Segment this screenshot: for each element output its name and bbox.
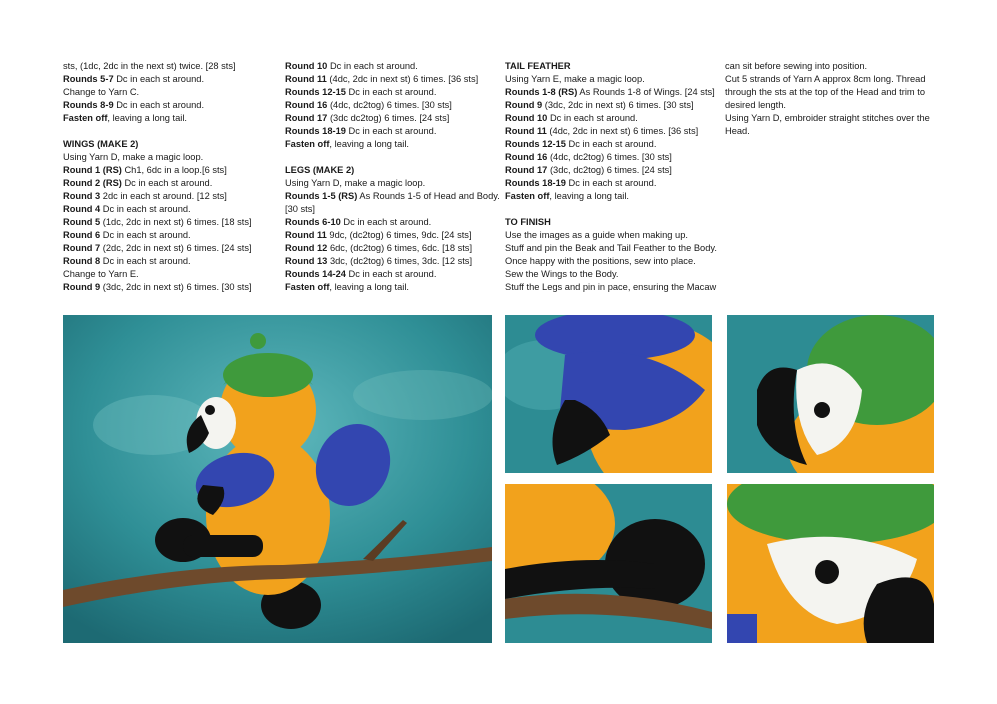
column-4 <box>725 60 935 138</box>
instruction-line <box>63 73 273 86</box>
photo-wing-closeup <box>505 315 712 473</box>
instruction-text: , leaving a long tail. <box>329 282 410 292</box>
instruction-key: Round 7 <box>63 243 101 253</box>
instruction-line <box>63 60 273 73</box>
instruction-line <box>285 229 495 242</box>
section-heading: WINGS (MAKE 2) <box>63 139 139 149</box>
instruction-text: Head. <box>725 126 750 136</box>
instruction-key: Round 11 <box>505 126 547 136</box>
instruction-line <box>725 86 935 99</box>
instruction-line <box>63 99 273 112</box>
instruction-line <box>63 86 273 99</box>
instruction-line <box>285 216 495 229</box>
instruction-text: Using Yarn D, make a magic loop. <box>285 178 426 188</box>
instruction-text: Stuff and pin the Beak and Tail Feather to the Body. <box>505 243 717 253</box>
instruction-text: Dc in each st around. <box>345 126 437 136</box>
instruction-text: Using Yarn D, make a magic loop. <box>63 152 204 162</box>
instruction-key: Round 5 <box>63 217 101 227</box>
instruction-line <box>505 242 720 255</box>
instruction-key: Round 9 <box>505 100 543 110</box>
instruction-key: Round 1 (RS) <box>63 165 122 175</box>
instruction-text: (2dc, 2dc in next st) 6 times. [24 sts] <box>100 243 252 253</box>
instruction-text: , leaving a long tail. <box>549 191 630 201</box>
instruction-key: Rounds 14-24 <box>285 269 346 279</box>
instruction-text: Change to Yarn C. <box>63 87 140 97</box>
instruction-line <box>63 112 273 125</box>
instruction-text: Dc in each st around. <box>345 269 437 279</box>
instruction-line <box>285 268 495 281</box>
instruction-text: Using Yarn E, make a magic loop. <box>505 74 645 84</box>
instruction-text: Sew the Wings to the Body. <box>505 269 619 279</box>
instruction-text: (4dc, dc2tog) 6 times. [30 sts] <box>327 100 452 110</box>
instruction-line <box>285 86 495 99</box>
instruction-line <box>505 268 720 281</box>
instruction-text: Dc in each st around. <box>100 256 191 266</box>
instruction-text: 9dc, (dc2tog) 6 times, 9dc. [24 sts] <box>326 230 472 240</box>
instruction-text: (4dc, 2dc in next st) 6 times. [36 sts] <box>326 74 479 84</box>
instruction-text: Dc in each st around. <box>113 100 205 110</box>
instruction-text: Dc in each st around. <box>121 178 213 188</box>
instruction-line <box>725 73 935 86</box>
instruction-key: Round 11 <box>285 74 327 84</box>
instruction-key: Rounds 1-8 (RS) <box>505 87 578 97</box>
instruction-line <box>285 125 495 138</box>
instruction-key: Round 16 <box>505 152 548 162</box>
instruction-line <box>63 151 273 164</box>
instruction-line <box>63 229 273 242</box>
instruction-text: , leaving a long tail. <box>107 113 188 123</box>
instruction-line <box>725 60 935 73</box>
instruction-line <box>63 281 273 294</box>
instruction-text: desired length. <box>725 100 786 110</box>
instruction-text: Cut 5 strands of Yarn A approx 8cm long. Thread <box>725 74 926 84</box>
column-2 <box>285 60 500 294</box>
instruction-line <box>285 177 495 190</box>
instruction-line <box>505 177 720 190</box>
instruction-text: Dc in each st around. <box>565 139 657 149</box>
instruction-key: Rounds 12-15 <box>505 139 566 149</box>
instruction-line <box>285 255 495 268</box>
instruction-text: Dc in each st around. <box>100 230 191 240</box>
instruction-text: As Rounds 1-8 of Wings. [24 sts] <box>577 87 715 97</box>
instruction-key: Round 4 <box>63 204 101 214</box>
instruction-line <box>505 229 720 242</box>
instruction-line <box>63 190 273 203</box>
instruction-line <box>285 112 495 125</box>
instruction-line <box>505 190 720 203</box>
instruction-text: Dc in each st around. <box>345 87 437 97</box>
instruction-line <box>505 73 720 86</box>
instruction-key: Rounds 5-7 <box>63 74 114 84</box>
instruction-key: Rounds 18-19 <box>285 126 346 136</box>
instruction-line <box>505 99 720 112</box>
instruction-text: , leaving a long tail. <box>329 139 410 149</box>
instruction-line <box>505 138 720 151</box>
instruction-key: Round 11 <box>285 230 327 240</box>
instruction-line <box>725 112 935 125</box>
instruction-line <box>285 281 495 294</box>
instruction-key: Round 9 <box>63 282 101 292</box>
instruction-text: [30 sts] <box>285 204 315 214</box>
instruction-text: Dc in each st around. <box>100 204 191 214</box>
instruction-text: Change to Yarn E. <box>63 269 139 279</box>
instruction-key: Round 3 <box>63 191 101 201</box>
instruction-line <box>285 242 495 255</box>
column-1 <box>63 60 273 294</box>
instruction-key: Fasten off <box>63 113 108 123</box>
instruction-text: 6dc, (dc2tog) 6 times, 6dc. [18 sts] <box>327 243 473 253</box>
instruction-line <box>63 164 273 177</box>
instruction-text: Stuff the Legs and pin in pace, ensuring the Macaw <box>505 282 717 292</box>
instruction-text: Using Yarn D, embroider straight stitches over the <box>725 113 930 123</box>
instruction-key: Round 6 <box>63 230 101 240</box>
instruction-line <box>725 99 935 112</box>
instruction-line <box>63 255 273 268</box>
instruction-line <box>285 138 495 151</box>
instruction-line <box>505 86 720 99</box>
instruction-line <box>285 203 495 216</box>
instruction-text: 2dc in each st around. [12 sts] <box>100 191 227 201</box>
instruction-key: Rounds 6-10 <box>285 217 341 227</box>
instruction-text: sts, (1dc, 2dc in the next st) twice. [28 sts] <box>63 61 236 71</box>
instruction-text: Once happy with the positions, sew into place. <box>505 256 696 266</box>
section-heading: LEGS (MAKE 2) <box>285 165 355 175</box>
instruction-key: Rounds 12-15 <box>285 87 346 97</box>
instruction-key: Round 17 <box>285 113 328 123</box>
photo-macaw-on-branch <box>63 315 492 643</box>
instruction-key: Fasten off <box>285 139 330 149</box>
instruction-text: (1dc, 2dc in next st) 6 times. [18 sts] <box>100 217 252 227</box>
instruction-text: Dc in each st around. <box>340 217 432 227</box>
instruction-key: Round 10 <box>285 61 328 71</box>
instruction-line <box>285 73 495 86</box>
instruction-text: Dc in each st around. <box>565 178 657 188</box>
section-heading: TAIL FEATHER <box>505 61 571 71</box>
instruction-key: Round 12 <box>285 243 328 253</box>
instruction-text: Dc in each st around. <box>547 113 638 123</box>
instruction-key: Rounds 18-19 <box>505 178 566 188</box>
instruction-key: Round 16 <box>285 100 328 110</box>
section-heading: TO FINISH <box>505 217 551 227</box>
instruction-line <box>505 164 720 177</box>
instruction-text: 3dc, (dc2tog) 6 times, 3dc. [12 sts] <box>327 256 473 266</box>
instruction-key: Round 8 <box>63 256 101 266</box>
instruction-line <box>725 125 935 138</box>
instruction-key: Round 2 (RS) <box>63 178 122 188</box>
instruction-line <box>63 268 273 281</box>
instruction-line <box>285 99 495 112</box>
instruction-text: As Rounds 1-5 of Head and Body. <box>357 191 500 201</box>
instruction-key: Rounds 8-9 <box>63 100 114 110</box>
instruction-text: Dc in each st around. <box>113 74 205 84</box>
instruction-text: can sit before sewing into position. <box>725 61 868 71</box>
instruction-key: Round 17 <box>505 165 548 175</box>
instruction-line <box>505 255 720 268</box>
instruction-line <box>63 203 273 216</box>
instruction-text: Ch1, 6dc in a loop.[6 sts] <box>121 165 227 175</box>
instruction-line <box>63 177 273 190</box>
photo-face-closeup <box>727 315 934 473</box>
instruction-text: (3dc dc2tog) 6 times. [24 sts] <box>327 113 450 123</box>
instruction-key: Round 13 <box>285 256 328 266</box>
instruction-text: (4dc, 2dc in next st) 6 times. [36 sts] <box>546 126 699 136</box>
instruction-key: Round 10 <box>505 113 548 123</box>
photo-eye-closeup <box>727 484 934 643</box>
instruction-text: (4dc, dc2tog) 6 times. [30 sts] <box>547 152 672 162</box>
instruction-key: Fasten off <box>285 282 330 292</box>
photo-leg-closeup <box>505 484 712 643</box>
instruction-line <box>285 190 500 203</box>
instruction-line <box>505 112 720 125</box>
instruction-text: (3dc, 2dc in next st) 6 times. [30 sts] <box>542 100 694 110</box>
instruction-line <box>63 242 273 255</box>
instruction-key: Fasten off <box>505 191 550 201</box>
instruction-line <box>505 151 720 164</box>
column-3 <box>505 60 720 294</box>
instruction-line <box>63 216 273 229</box>
instruction-text: Dc in each st around. <box>327 61 418 71</box>
instruction-line <box>505 125 720 138</box>
instruction-key: Rounds 1-5 (RS) <box>285 191 358 201</box>
instruction-text: Use the images as a guide when making up. <box>505 230 688 240</box>
instruction-text: (3dc, dc2tog) 6 times. [24 sts] <box>547 165 672 175</box>
instruction-text: through the sts at the top of the Head and trim to <box>725 87 926 97</box>
instruction-text: (3dc, 2dc in next st) 6 times. [30 sts] <box>100 282 252 292</box>
instruction-line <box>285 60 495 73</box>
instruction-line <box>505 281 720 294</box>
